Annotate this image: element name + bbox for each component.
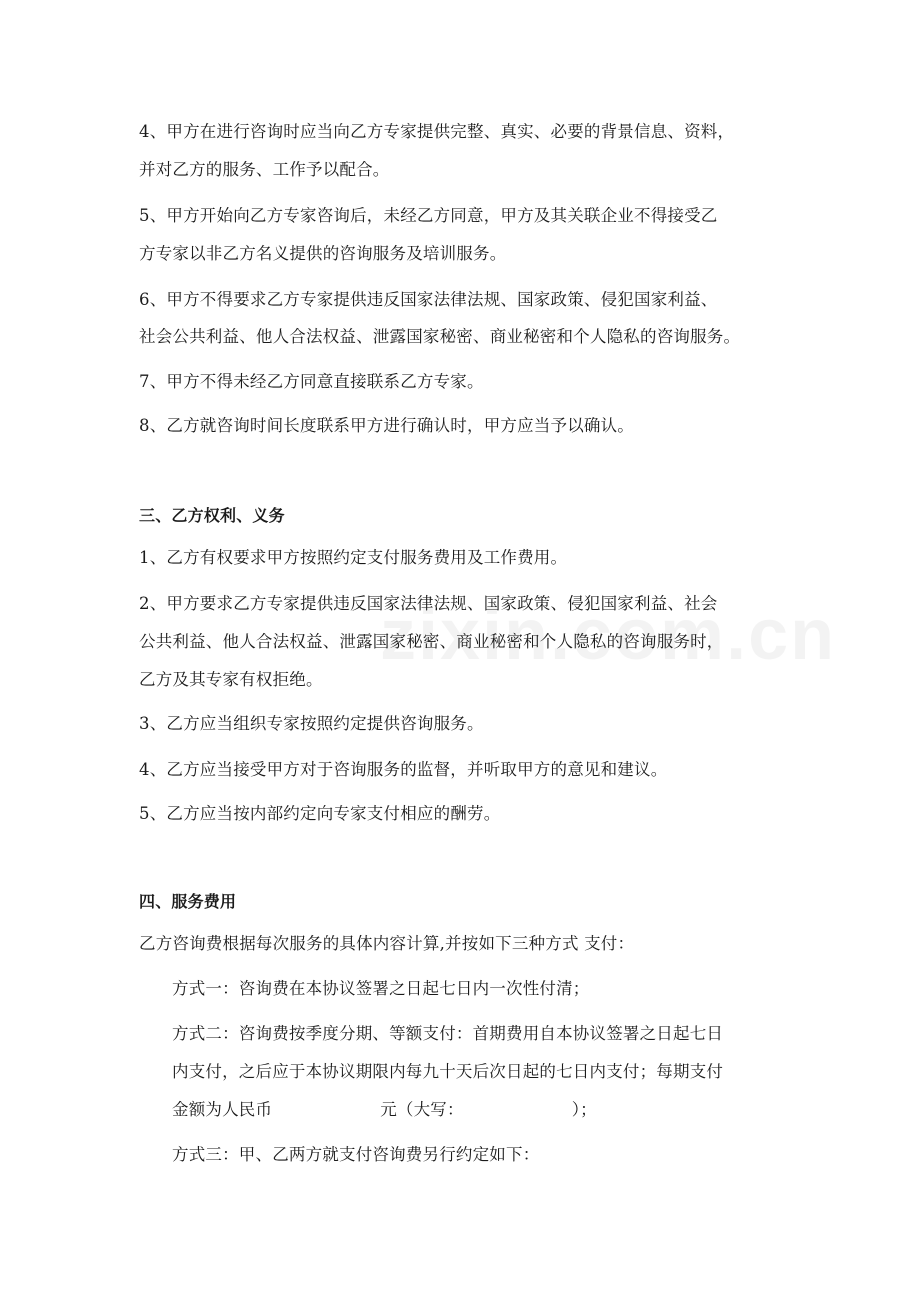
- paragraph-line: 乙方咨询费根据每次服务的具体内容计算,并按如下三种方式 支付：: [139, 934, 635, 953]
- paragraph-line: 乙方及其专家有权拒绝。: [139, 670, 323, 689]
- paragraph-line: 3、乙方应当组织专家按照约定提供咨询服务。: [139, 714, 484, 733]
- paragraph-line: 方专家以非乙方名义提供的咨询服务及培训服务。: [139, 244, 507, 263]
- paragraph-line: 8、乙方就咨询时间长度联系甲方进行确认时，甲方应当予以确认。: [139, 416, 634, 435]
- payment-method-two-line: 内支付，之后应于本协议期限内每九十天后次日起的七日内支付；每期支付: [172, 1062, 724, 1081]
- payment-method-three: 方式三：甲、乙两方就支付咨询费另行约定如下：: [172, 1145, 540, 1164]
- amount-unit: 元（大写：: [380, 1100, 464, 1119]
- paragraph-line: 并对乙方的服务、工作予以配合。: [139, 160, 390, 179]
- paragraph-line: 4、甲方在进行咨询时应当向乙方专家提供完整、真实、必要的背景信息、资料，: [139, 122, 735, 141]
- section-heading: 三、乙方权利、义务: [139, 506, 285, 525]
- paragraph-line: 1、乙方有权要求甲方按照约定支付服务费用及工作费用。: [139, 548, 568, 567]
- payment-method-one: 方式一：咨询费在本协议签署之日起七日内一次性付清；: [172, 979, 590, 998]
- paragraph-line: 公共利益、他人合法权益、泄露国家秘密、商业秘密和个人隐私的咨询服务时，: [139, 632, 724, 651]
- amount-prefix: 金额为人民币: [172, 1100, 273, 1119]
- amount-suffix: ）；: [571, 1100, 597, 1119]
- paragraph-line: 6、甲方不得要求乙方专家提供违反国家法律法规、国家政策、侵犯国家利益、: [139, 290, 718, 309]
- paragraph-line: 7、甲方不得未经乙方同意直接联系乙方专家。: [139, 372, 484, 391]
- paragraph-line: 5、乙方应当按内部约定向专家支付相应的酬劳。: [139, 804, 501, 823]
- paragraph-line: 5、甲方开始向乙方专家咨询后，未经乙方同意，甲方及其关联企业不得接受乙: [139, 206, 718, 225]
- payment-amount-line: [172, 1098, 597, 1122]
- section-heading: 四、服务费用: [139, 892, 237, 911]
- paragraph-line: 2、甲方要求乙方专家提供违反国家法律法规、国家政策、侵犯国家利益、社会: [139, 594, 718, 613]
- paragraph-line: 4、乙方应当接受甲方对于咨询服务的监督，并听取甲方的意见和建议。: [139, 760, 668, 779]
- paragraph-line: 社会公共利益、他人合法权益、泄露国家秘密、商业秘密和个人隐私的咨询服务。: [139, 327, 741, 346]
- payment-method-two-line: 方式二：咨询费按季度分期、等额支付：首期费用自本协议签署之日起七日: [172, 1024, 724, 1043]
